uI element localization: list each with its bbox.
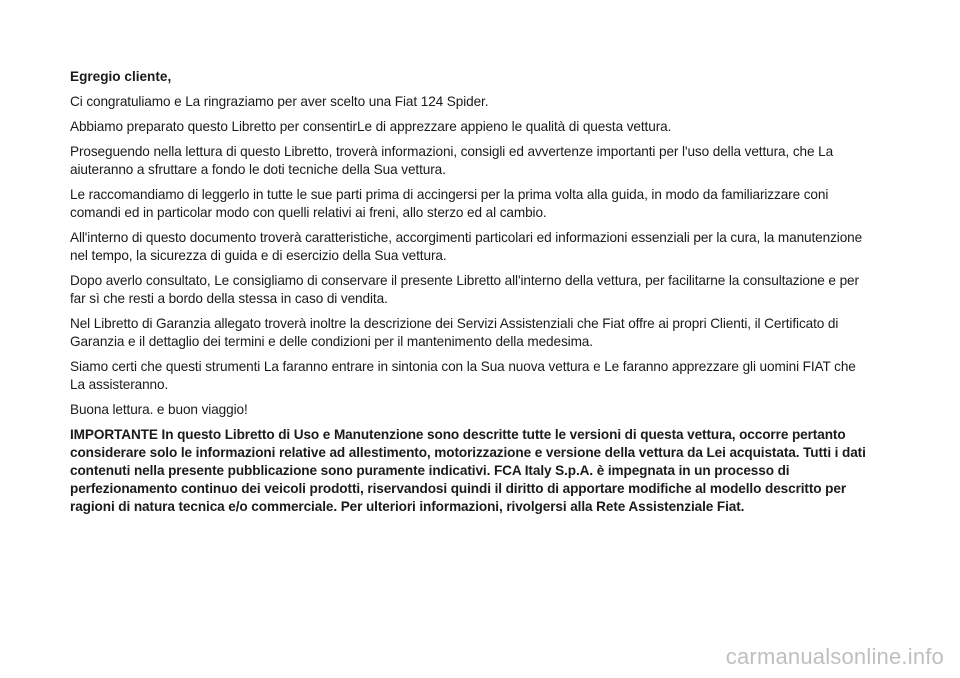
paragraph-closing: Siamo certi che questi strumenti La faranno entrare in sintonia con la Sua nuova vettura e Le faranno apprezzare gli uomini FIAT che La assisteranno. xyxy=(70,359,856,392)
watermark-text: carmanualsonline.info xyxy=(725,644,944,669)
document-page xyxy=(70,68,870,516)
paragraph-farewell: Buona lettura. e buon viaggio! xyxy=(70,402,248,417)
paragraph-storage: Dopo averlo consultato, Le consigliamo di conservare il presente Libretto all'interno della vettura, per facilitarne la consultazione e per far sì che resti a bordo della stessa in caso di vendita. xyxy=(70,273,859,306)
paragraph-contents: All'interno di questo documento troverà caratteristiche, accorgimenti particolari ed informazioni essenziali per la cura, la manutenzione nel tempo, la sicurezza di guida e di esercizio della Sua vettura. xyxy=(70,230,863,263)
paragraph-congratulations: Ci congratuliamo e La ringraziamo per aver scelto una Fiat 124 Spider. xyxy=(70,94,489,109)
paragraph-recommendation: Le raccomandiamo di leggerlo in tutte le sue parti prima di accingersi per la prima volta alla guida, in modo da familiarizzare coni comandi ed in particolar modo con quelli relativi ai freni, allo sterzo ed al cambio. xyxy=(70,187,829,220)
paragraph-warranty: Nel Libretto di Garanzia allegato troverà inoltre la descrizione dei Servizi Assistenziali che Fiat offre ai propri Clienti, il Certificato di Garanzia e il dettaglio dei termini e delle condizioni per il mantenimento della medesima. xyxy=(70,316,839,349)
paragraph-reading: Proseguendo nella lettura di questo Libretto, troverà informazioni, consigli ed avvertenze importanti per l'uso della vettura, che La aiuteranno a sfruttare a fondo le doti tecniche della Sua vettura. xyxy=(70,144,834,177)
greeting-heading: Egregio cliente, xyxy=(70,69,172,84)
important-notice: IMPORTANTE In questo Libretto di Uso e Manutenzione sono descritte tutte le versioni di questa vettura, occorre pertanto considerare solo le informazioni relative ad allestimento, motorizzazione e versione della vettura da Lei acquistata. Tutti i dati contenuti nella presente pubblicazione sono puramente indicativi. FCA Italy S.p.A. è impegnata in un processo di perfezionamento continuo dei veicoli prodotti, riservandosi quindi il diritto di apportare modifiche al modello descritto per ragioni di natura tecnica e/o commerciale. Per ulteriori informazioni, rivolgersi alla Rete Assistenziale Fiat. xyxy=(70,427,866,514)
paragraph-purpose: Abbiamo preparato questo Libretto per consentirLe di apprezzare appieno le qualità di questa vettura. xyxy=(70,119,672,134)
